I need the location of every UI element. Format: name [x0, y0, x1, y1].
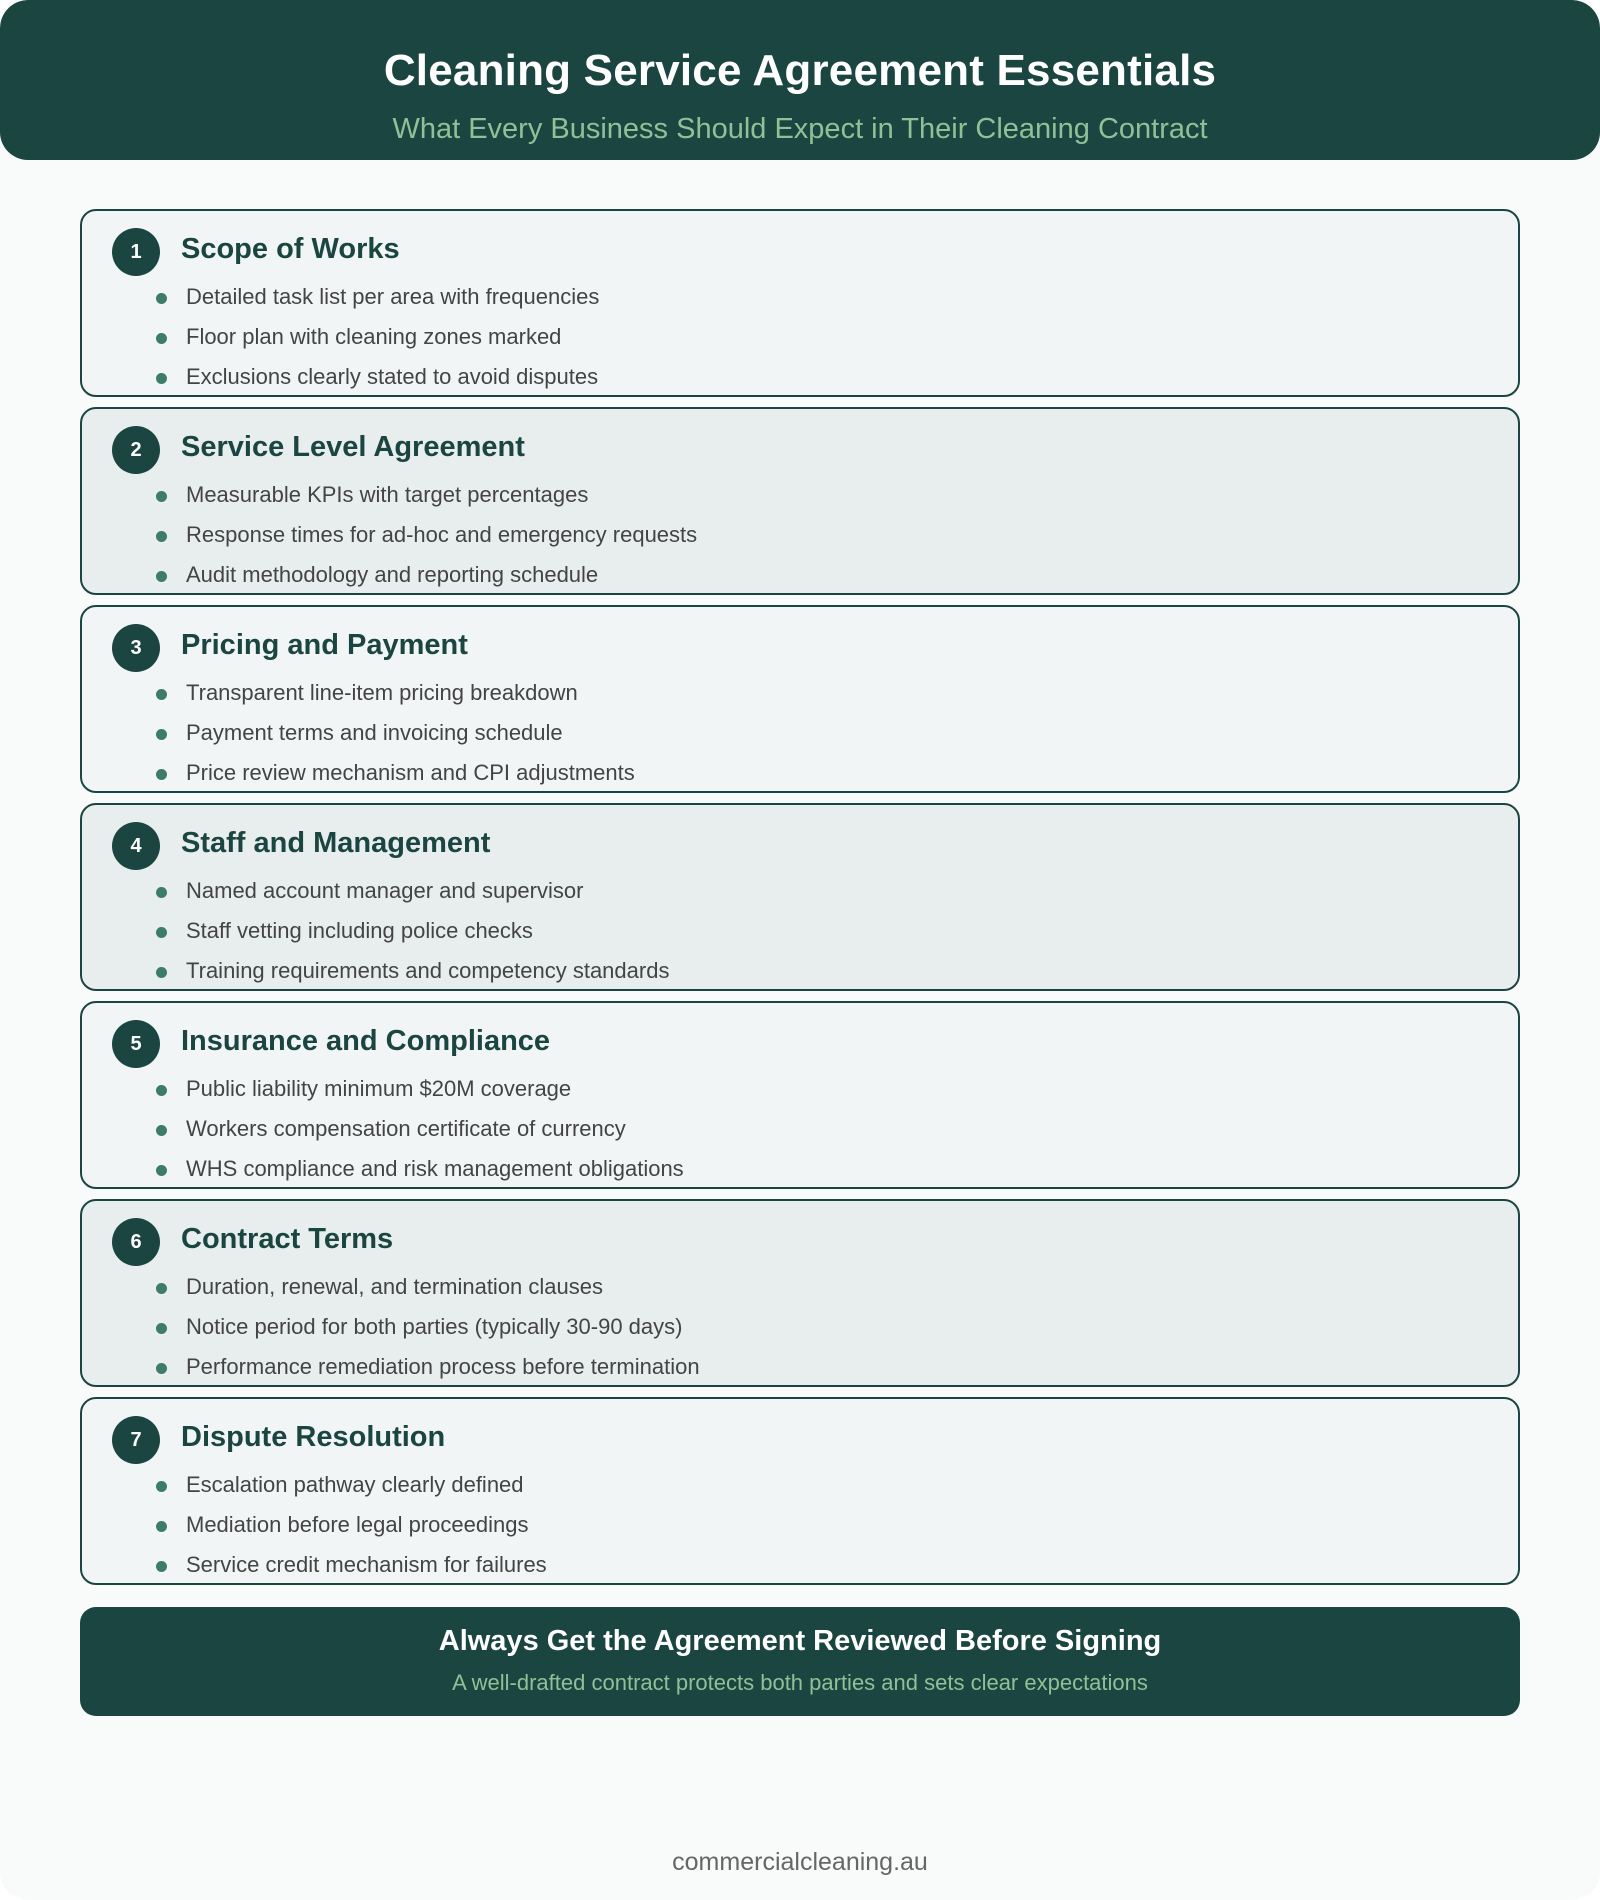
bullet-item [156, 324, 599, 364]
bullet-dot-icon [156, 1125, 167, 1136]
section-number-badge: 2 [112, 426, 160, 474]
section-title: Pricing and Payment [181, 629, 468, 661]
section-bullet-list [156, 1076, 684, 1196]
bullet-item [156, 522, 697, 562]
bullet-item [156, 1354, 700, 1394]
section-card [80, 1001, 1520, 1189]
bullet-text: Duration, renewal, and termination clauses [186, 1274, 604, 1299]
bullet-dot-icon [156, 769, 167, 780]
bullet-text: Performance remediation process before termination [186, 1354, 700, 1379]
section-card [80, 605, 1520, 793]
bullet-text: Escalation pathway clearly defined [186, 1472, 524, 1497]
bullet-text: Training requirements and competency standards [186, 958, 670, 983]
bullet-dot-icon [156, 1165, 167, 1176]
page-subtitle: What Every Business Should Expect in Their Cleaning Contract [392, 113, 1208, 145]
section-bullet-list [156, 284, 599, 404]
bullet-text: WHS compliance and risk management obligations [186, 1156, 684, 1181]
section-number-badge: 1 [112, 228, 160, 276]
bullet-dot-icon [156, 1283, 167, 1294]
section-bullet-list [156, 878, 669, 998]
bullet-dot-icon [156, 729, 167, 740]
section-number-badge: 4 [112, 822, 160, 870]
bullet-text: Detailed task list per area with frequencies [186, 284, 600, 309]
sections-list [80, 209, 1520, 1595]
bullet-dot-icon [156, 1561, 167, 1572]
section-card [80, 803, 1520, 991]
bullet-item [156, 1116, 684, 1156]
bullet-item [156, 1472, 547, 1512]
section-title: Scope of Works [181, 233, 400, 265]
bullet-item [156, 720, 635, 760]
bullet-dot-icon [156, 887, 167, 898]
bullet-dot-icon [156, 1363, 167, 1374]
bullet-dot-icon [156, 1521, 167, 1532]
section-card [80, 209, 1520, 397]
header-banner [0, 0, 1600, 160]
bullet-item [156, 482, 697, 522]
bullet-text: Public liability minimum $20M coverage [186, 1076, 572, 1101]
bullet-text: Response times for ad-hoc and emergency requests [186, 522, 698, 547]
section-title: Dispute Resolution [181, 1421, 446, 1453]
bullet-dot-icon [156, 967, 167, 978]
bullet-dot-icon [156, 491, 167, 502]
section-number-badge: 6 [112, 1218, 160, 1266]
bullet-item [156, 1552, 547, 1592]
page-title: Cleaning Service Agreement Essentials [383, 46, 1217, 95]
section-bullet-list [156, 1274, 700, 1394]
bullet-dot-icon [156, 373, 167, 384]
section-number-badge: 3 [112, 624, 160, 672]
bullet-dot-icon [156, 1323, 167, 1334]
bullet-item [156, 1274, 700, 1314]
bullet-dot-icon [156, 1085, 167, 1096]
bullet-item [156, 878, 669, 918]
section-bullet-list [156, 482, 697, 602]
section-card [80, 1199, 1520, 1387]
bullet-item [156, 562, 697, 602]
section-number-badge: 5 [112, 1020, 160, 1068]
bullet-text: Workers compensation certificate of currency [186, 1116, 626, 1141]
section-bullet-list [156, 1472, 547, 1592]
bullet-dot-icon [156, 293, 167, 304]
footer-domain: commercialcleaning.au [672, 1848, 928, 1876]
bullet-item [156, 1076, 684, 1116]
bullet-item [156, 364, 599, 404]
bullet-text: Staff vetting including police checks [186, 918, 533, 943]
bullet-text: Mediation before legal proceedings [186, 1512, 529, 1537]
bullet-item [156, 284, 599, 324]
section-number-badge: 7 [112, 1416, 160, 1464]
bullet-item [156, 760, 635, 800]
bullet-text: Exclusions clearly stated to avoid disputes [186, 364, 599, 389]
cta-subtitle: A well-drafted contract protects both parties and sets clear expectations [452, 1670, 1148, 1695]
bullet-item [156, 680, 635, 720]
bullet-dot-icon [156, 571, 167, 582]
bullet-dot-icon [156, 927, 167, 938]
bullet-dot-icon [156, 531, 167, 542]
bullet-dot-icon [156, 689, 167, 700]
bullet-item [156, 958, 669, 998]
bullet-text: Transparent line-item pricing breakdown [186, 680, 578, 705]
section-card [80, 1397, 1520, 1585]
bullet-text: Audit methodology and reporting schedule [186, 562, 599, 587]
cta-banner [80, 1607, 1520, 1716]
bullet-text: Floor plan with cleaning zones marked [186, 324, 562, 349]
bullet-text: Price review mechanism and CPI adjustments [186, 760, 635, 785]
section-title: Insurance and Compliance [181, 1025, 551, 1057]
section-title: Staff and Management [181, 827, 491, 859]
bullet-item [156, 1314, 700, 1354]
bullet-dot-icon [156, 333, 167, 344]
bullet-text: Named account manager and supervisor [186, 878, 584, 903]
bullet-text: Notice period for both parties (typically 30-90 days) [186, 1314, 683, 1339]
bullet-text: Measurable KPIs with target percentages [186, 482, 589, 507]
bullet-text: Service credit mechanism for failures [186, 1552, 547, 1577]
section-title: Contract Terms [181, 1223, 394, 1255]
section-title: Service Level Agreement [181, 431, 525, 463]
bullet-dot-icon [156, 1481, 167, 1492]
section-card [80, 407, 1520, 595]
bullet-item [156, 1512, 547, 1552]
bullet-item [156, 1156, 684, 1196]
section-bullet-list [156, 680, 635, 800]
bullet-item [156, 918, 669, 958]
bullet-text: Payment terms and invoicing schedule [186, 720, 563, 745]
cta-title: Always Get the Agreement Reviewed Before Signing [438, 1625, 1162, 1657]
